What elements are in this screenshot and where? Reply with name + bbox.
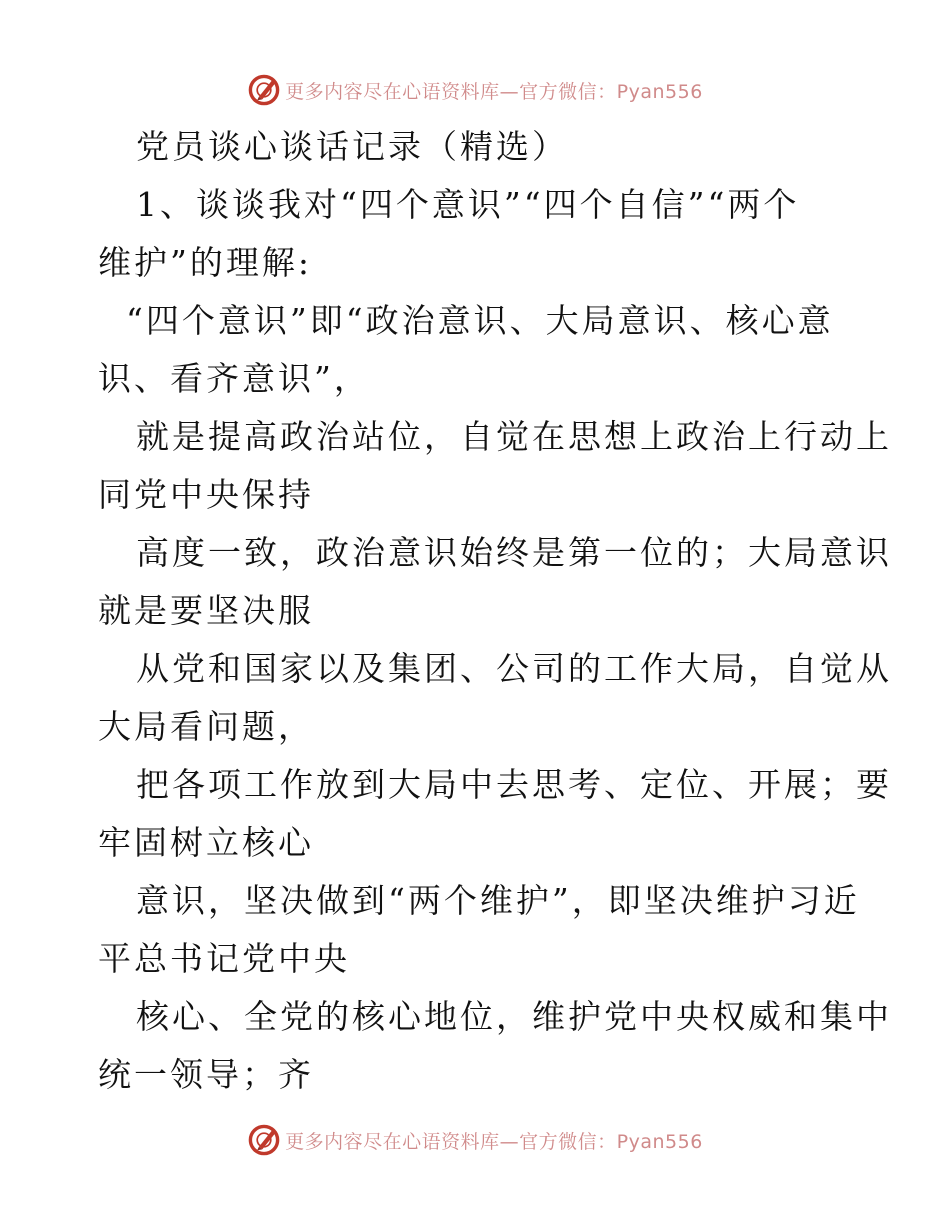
doc-line: 就是提高政治站位，自觉在思想上政治上行动上 [136,417,892,456]
doc-line: 维护”的理解: [98,243,312,282]
doc-line: 识、看齐意识”， [98,359,370,398]
doc-line: 把各项工作放到大局中去思考、定位、开展；要 [136,765,892,804]
doc-line: 核心、全党的核心地位，维护党中央权威和集中 [136,997,892,1036]
pen-logo-icon [247,1123,281,1157]
header-watermark [0,70,950,110]
document-body [98,118,892,1104]
footer-watermark [0,1120,950,1160]
doc-line: 牢固树立核心 [98,823,314,862]
watermark-text: 更多内容尽在心语资料库—官方微信：Pyan556 [285,80,703,103]
doc-line: 就是要坚决服 [98,591,314,630]
doc-line: 大局看问题， [98,707,314,746]
doc-line: “四个意识”即“政治意识、大局意识、核心意 [126,301,834,340]
doc-line: 同党中央保持 [98,475,314,514]
pen-logo-icon [247,73,281,107]
doc-line: 统一领导；齐 [98,1055,314,1094]
watermark-text: 更多内容尽在心语资料库—官方微信：Pyan556 [285,1130,703,1153]
doc-line: 平总书记党中央 [98,939,350,978]
doc-line: 高度一致，政治意识始终是第一位的；大局意识 [136,533,892,572]
doc-line: 意识，坚决做到“两个维护”，即坚决维护习近 [136,881,860,920]
doc-line: 1、谈谈我对“四个意识”“四个自信”“两个 [136,185,800,224]
doc-line: 从党和国家以及集团、公司的工作大局，自觉从 [136,649,892,688]
doc-title: 党员谈心谈话记录（精选） [136,127,568,166]
